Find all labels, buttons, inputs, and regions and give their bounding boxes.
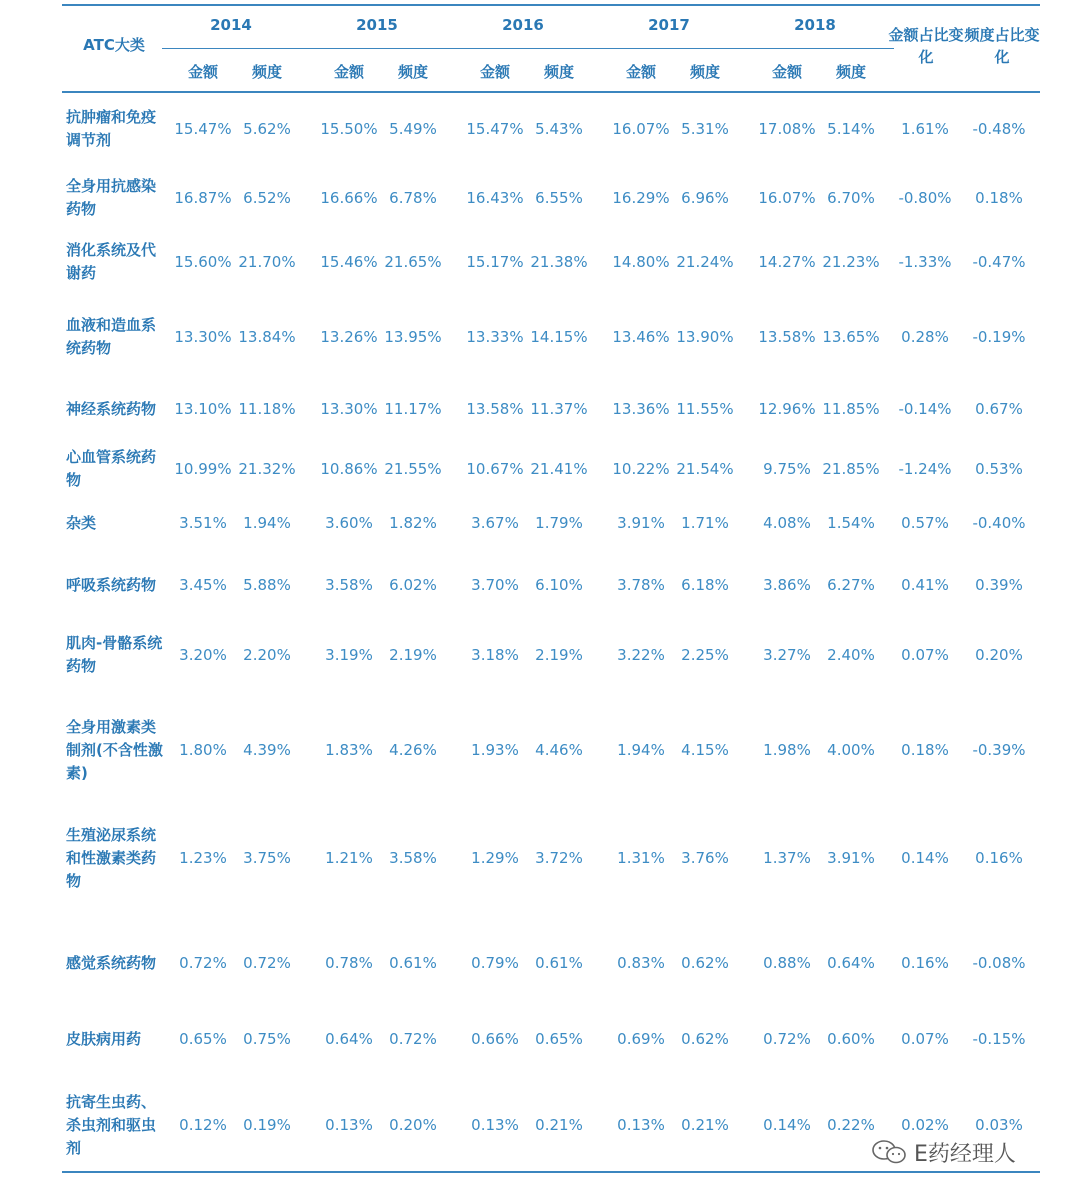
table-cell: 21.23% [822,253,880,271]
row-label: 全身用抗感染药物 [66,177,157,218]
watermark-text: E药经理人 [914,1141,1016,1167]
table-cell: 0.21% [681,1116,729,1134]
row-label: 皮肤病用药 [66,1029,142,1048]
table-cell: 9.75% [763,460,811,478]
table-cell: 3.75% [243,849,291,867]
table-cell: 3.19% [325,646,373,664]
table-cell: 6.02% [389,576,437,594]
table-cell: 0.72% [763,1030,811,1048]
table-cell: 16.07% [758,189,816,207]
table-cell: 6.55% [535,189,583,207]
table-cell: 6.27% [827,576,875,594]
table-cell: 14.27% [758,253,816,271]
table-cell: 1.31% [617,849,665,867]
table-cell: 1.83% [325,741,373,759]
row-label: 血液和造血系统药物 [66,316,157,357]
table-cell: 1.82% [389,514,437,532]
table-cell: 21.38% [530,253,588,271]
table-cell: 4.00% [827,741,875,759]
header-change-freq: 频度占比变化 [964,26,1040,66]
table-cell: 13.30% [320,400,378,418]
table-cell: 5.31% [681,120,729,138]
row-label: 生殖泌尿系统和性激素类药物 [66,825,157,890]
table-cell: 5.62% [243,120,291,138]
table-cell: 4.15% [681,741,729,759]
table-cell: 13.90% [676,328,734,346]
table-cell: 15.60% [174,253,232,271]
table-cell: 0.62% [681,1030,729,1048]
table-cell: -0.80% [898,189,952,207]
table-cell: 6.52% [243,189,291,207]
table-cell: 3.67% [471,514,519,532]
table-cell: 21.55% [384,460,442,478]
table-cell: 0.64% [325,1030,373,1048]
table-cell: 1.93% [471,741,519,759]
table-cell: 1.94% [243,514,291,532]
row-label: 抗寄生虫药、杀虫剂和驱虫剂 [66,1092,157,1157]
table-cell: 1.80% [179,741,227,759]
table-cell: 3.27% [763,646,811,664]
table-cell: 0.72% [179,954,227,972]
table-cell: 2.40% [827,646,875,664]
table-cell: 0.16% [975,849,1023,867]
table-cell: -0.39% [972,741,1026,759]
table-cell: -0.14% [898,400,952,418]
table-cell: 13.58% [466,400,524,418]
header-amount-2014: 金额 [187,63,218,81]
table-cell: 13.84% [238,328,296,346]
table-cell: 4.46% [535,741,583,759]
table-cell: 0.53% [975,460,1023,478]
table-cell: 11.18% [238,400,296,418]
table-cell: 0.61% [389,954,437,972]
table-cell: 0.62% [681,954,729,972]
table-cell: 16.66% [320,189,378,207]
table-cell: 0.13% [325,1116,373,1134]
table-cell: 3.78% [617,576,665,594]
table-cell: 6.18% [681,576,729,594]
table-cell: 0.16% [901,954,949,972]
table-cell: 0.07% [901,1030,949,1048]
table-cell: 21.24% [676,253,734,271]
table-cell: 3.18% [471,646,519,664]
header-atc: ATC大类 [83,36,145,54]
table-cell: 0.57% [901,514,949,532]
table-cell: 1.21% [325,849,373,867]
table-cell: 10.99% [174,460,232,478]
table-cell: 11.37% [530,400,588,418]
table-cell: 0.60% [827,1030,875,1048]
table-cell: 16.87% [174,189,232,207]
table-cell: 1.23% [179,849,227,867]
table-cell: 0.41% [901,576,949,594]
table-cell: 4.26% [389,741,437,759]
table-cell: 0.20% [389,1116,437,1134]
table-cell: -0.19% [972,328,1026,346]
table-cell: 1.29% [471,849,519,867]
table-cell: 5.14% [827,120,875,138]
table-cell: 14.80% [612,253,670,271]
table-cell: 0.66% [471,1030,519,1048]
header-freq-2014: 频度 [251,63,282,81]
table-cell: -0.40% [972,514,1026,532]
table-cell: 15.47% [466,120,524,138]
table-cell: 13.33% [466,328,524,346]
table-cell: 13.36% [612,400,670,418]
table-cell: 17.08% [758,120,816,138]
table-cell: -0.47% [972,253,1026,271]
table-cell: 11.55% [676,400,734,418]
table-cell: 0.19% [243,1116,291,1134]
table-cell: 3.72% [535,849,583,867]
table-cell: -0.08% [972,954,1026,972]
header-freq-2017: 频度 [689,63,720,81]
table-cell: 0.03% [975,1116,1023,1134]
table-cell: 16.43% [466,189,524,207]
table-cell: 6.78% [389,189,437,207]
table-cell: 0.07% [901,646,949,664]
table-cell: 5.88% [243,576,291,594]
table-cell: 0.12% [179,1116,227,1134]
table-cell: 3.60% [325,514,373,532]
table-cell: 3.86% [763,576,811,594]
row-label: 神经系统药物 [66,399,157,418]
table-cell: -0.48% [972,120,1026,138]
table-cell: 13.58% [758,328,816,346]
table-cell: 0.78% [325,954,373,972]
table-cell: 10.86% [320,460,378,478]
header-change-amount: 金额占比变化 [888,26,964,66]
table-cell: 3.91% [827,849,875,867]
table-cell: 0.67% [975,400,1023,418]
header-freq-2018: 频度 [835,63,866,81]
table-cell: 3.20% [179,646,227,664]
table-cell: 0.13% [617,1116,665,1134]
table-cell: 3.58% [389,849,437,867]
table-cell: 1.37% [763,849,811,867]
row-label: 感觉系统药物 [66,953,157,972]
table-cell: 2.25% [681,646,729,664]
table-cell: 13.46% [612,328,670,346]
header-amount-2016: 金额 [479,63,510,81]
table-cell: 0.14% [901,849,949,867]
table-cell: -1.24% [898,460,952,478]
watermark [870,1136,1060,1168]
row-label: 心血管系统药物 [66,448,157,489]
row-label: 杂类 [66,513,97,532]
table-cell: 0.14% [763,1116,811,1134]
table-cell: 2.20% [243,646,291,664]
table-cell: 21.41% [530,460,588,478]
table-cell: 15.17% [466,253,524,271]
table-cell: 13.95% [384,328,442,346]
table-cell: 13.65% [822,328,880,346]
year-rule [746,48,894,49]
table-cell: 13.30% [174,328,232,346]
table-cell: 4.08% [763,514,811,532]
table-cell: -0.15% [972,1030,1026,1048]
header-year-2017: 2017 [648,16,690,34]
table-cell: 0.69% [617,1030,665,1048]
table-cell: 0.39% [975,576,1023,594]
table-cell: 1.61% [901,120,949,138]
table-cell: 0.72% [389,1030,437,1048]
table-cell: 3.76% [681,849,729,867]
table-cell: 0.65% [535,1030,583,1048]
table-cell: 3.91% [617,514,665,532]
row-label: 抗肿瘤和免疫调节剂 [66,108,157,149]
header-year-2018: 2018 [794,16,836,34]
year-rule [308,48,454,49]
table-cell: 0.88% [763,954,811,972]
year-rule [162,48,308,49]
table-cell: 0.13% [471,1116,519,1134]
table-cell: 0.65% [179,1030,227,1048]
header-rule [62,91,1040,93]
table-cell: 13.26% [320,328,378,346]
table-cell: 0.18% [901,741,949,759]
table-cell: 3.22% [617,646,665,664]
header-freq-2016: 频度 [543,63,574,81]
table-cell: 0.20% [975,646,1023,664]
table-cell: 0.02% [901,1116,949,1134]
wechat-icon [870,1138,910,1166]
table-cell: 11.17% [384,400,442,418]
header-amount-2015: 金额 [333,63,364,81]
table-cell: 11.85% [822,400,880,418]
table-cell: 10.67% [466,460,524,478]
table-cell: 5.49% [389,120,437,138]
table-cell: -1.33% [898,253,952,271]
row-label: 肌肉-骨骼系统药物 [66,634,163,675]
top-rule [62,4,1040,6]
table-cell: 5.43% [535,120,583,138]
table-cell: 3.58% [325,576,373,594]
table-cell: 21.70% [238,253,296,271]
table-cell: 0.28% [901,328,949,346]
table-cell: 6.70% [827,189,875,207]
table-cell: 21.32% [238,460,296,478]
header-year-2014: 2014 [210,16,252,34]
table-cell: 16.29% [612,189,670,207]
table-cell: 21.85% [822,460,880,478]
table-cell: 0.64% [827,954,875,972]
header-amount-2018: 金额 [771,63,802,81]
table-cell: 1.71% [681,514,729,532]
year-rule [600,48,746,49]
table-cell: 2.19% [535,646,583,664]
table-cell: 13.10% [174,400,232,418]
table-cell: 6.10% [535,576,583,594]
table-cell: 1.94% [617,741,665,759]
table-cell: 15.46% [320,253,378,271]
table-cell: 1.79% [535,514,583,532]
table-cell: 15.47% [174,120,232,138]
table-cell: 4.39% [243,741,291,759]
table-cell: 6.96% [681,189,729,207]
table-cell: 3.51% [179,514,227,532]
header-year-2015: 2015 [356,16,398,34]
table-cell: 2.19% [389,646,437,664]
table-cell: 15.50% [320,120,378,138]
table-cell: 0.61% [535,954,583,972]
table-cell: 21.54% [676,460,734,478]
table-cell: 1.54% [827,514,875,532]
table-cell: 0.83% [617,954,665,972]
table-cell: 3.70% [471,576,519,594]
table-cell: 12.96% [758,400,816,418]
table-cell: 16.07% [612,120,670,138]
header-amount-2017: 金额 [625,63,656,81]
table-cell: 0.79% [471,954,519,972]
header-freq-2015: 频度 [397,63,428,81]
row-label: 呼吸系统药物 [66,575,157,594]
table-cell: 0.22% [827,1116,875,1134]
table-cell: 1.98% [763,741,811,759]
table-cell: 0.18% [975,189,1023,207]
table-cell: 21.65% [384,253,442,271]
row-label: 消化系统及代谢药 [66,241,157,282]
table-cell: 0.21% [535,1116,583,1134]
row-label: 全身用激素类制剂(不含性激素) [66,717,163,782]
table-cell: 3.45% [179,576,227,594]
table-cell: 10.22% [612,460,670,478]
year-rule [454,48,600,49]
table-cell: 0.72% [243,954,291,972]
header-year-2016: 2016 [502,16,544,34]
table-cell: 14.15% [530,328,588,346]
bottom-rule [62,1171,1040,1173]
table-cell: 0.75% [243,1030,291,1048]
